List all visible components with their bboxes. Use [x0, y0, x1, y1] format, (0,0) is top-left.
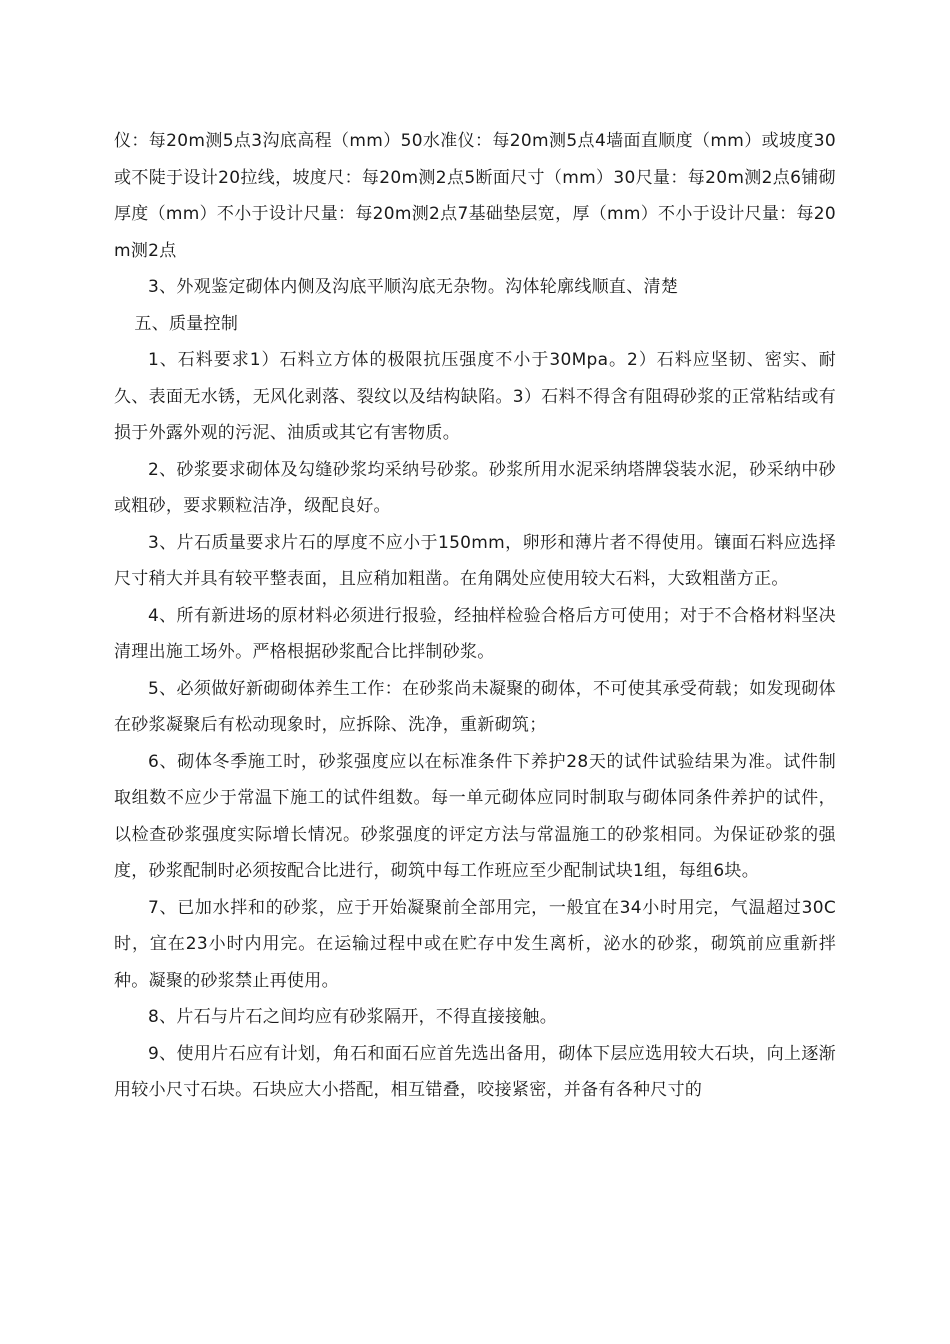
- document-body: [114, 123, 836, 1109]
- paragraph-continuation: 仪：每20m测5点3沟底高程（mm）50水准仪：每20m测5点4墙面直顺度（mm）或坡度30或不陡于设计20拉线，坡度尺：每20m测2点5断面尺寸（mm）30尺量：每20m测2点6铺砌厚度（mm）不小于设计尺量：每20m测2点7基础垫层宽，厚（mm）不小于设计尺量：每20m测2点: [114, 131, 836, 261]
- paragraph-item-2: 2、砂浆要求砌体及勾缝砂浆均采纳号砂浆。砂浆所用水泥采纳塔牌袋装水泥，砂采纳中砂或粗砂，要求颗粒洁净，级配良好。: [114, 459, 836, 516]
- paragraph-item-9: 9、使用片石应有计划，角石和面石应首先选出备用，砌体下层应选用较大石块，向上逐渐用较小尺寸石块。石块应大小搭配，相互错叠，咬接紧密，并备有各种尺寸的: [114, 1043, 836, 1100]
- paragraph-item-1: 1、石料要求1）石料立方体的极限抗压强度不小于30Mpa。2）石料应坚韧、密实、耐久、表面无水锈，无风化剥落、裂纹以及结构缺陷。3）石料不得含有阻碍砂浆的正常粘结或有损于外露外观的污泥、油质或其它有害物质。: [114, 350, 836, 443]
- paragraph-item-7: 7、已加水拌和的砂浆，应于开始凝聚前全部用完，一般宜在34小时用完，气温超过30C时，宜在23小时内用完。在运输过程中或在贮存中发生离析，泌水的砂浆，砌筑前应重新拌种。凝聚的砂浆禁止再使用。: [114, 897, 836, 991]
- paragraph-item-6: 6、砌体冬季施工时，砂浆强度应以在标准条件下养护28天的试件试验结果为准。试件制取组数不应少于常温下施工的试件组数。每一单元砌体应同时制取与砌体同条件养护的试件，以检查砂浆强度实际增长情况。砂浆强度的评定方法与常温施工的砂浆相同。为保证砂浆的强度，砂浆配制时必须按配合比进行，砌筑中每工作班应至少配制试块1组，每组6块。: [114, 751, 836, 881]
- paragraph-item-4: 4、所有新进场的原材料必须进行报验，经抽样检验合格后方可使用；对于不合格材料坚决清理出施工场外。严格根据砂浆配合比拌制砂浆。: [114, 605, 836, 662]
- paragraph-appearance: 3、外观鉴定砌体内侧及沟底平顺沟底无杂物。沟体轮廓线顺直、清楚: [148, 277, 679, 297]
- paragraph-item-8: 8、片石与片石之间均应有砂浆隔开，不得直接接触。: [148, 1007, 558, 1027]
- paragraph-item-3: 3、片石质量要求片石的厚度不应小于150mm，卵形和薄片者不得使用。镶面石料应选择尺寸稍大并具有较平整表面，且应稍加粗凿。在角隅处应使用较大石料，大致粗凿方正。: [114, 532, 836, 589]
- section-heading-quality-control: 五、质量控制: [134, 313, 239, 334]
- paragraph-item-5: 5、必须做好新砌砌体养生工作：在砂浆尚未凝聚的砌体，不可使其承受荷载；如发现砌体在砂浆凝聚后有松动现象时，应拆除、洗净，重新砌筑；: [114, 678, 836, 735]
